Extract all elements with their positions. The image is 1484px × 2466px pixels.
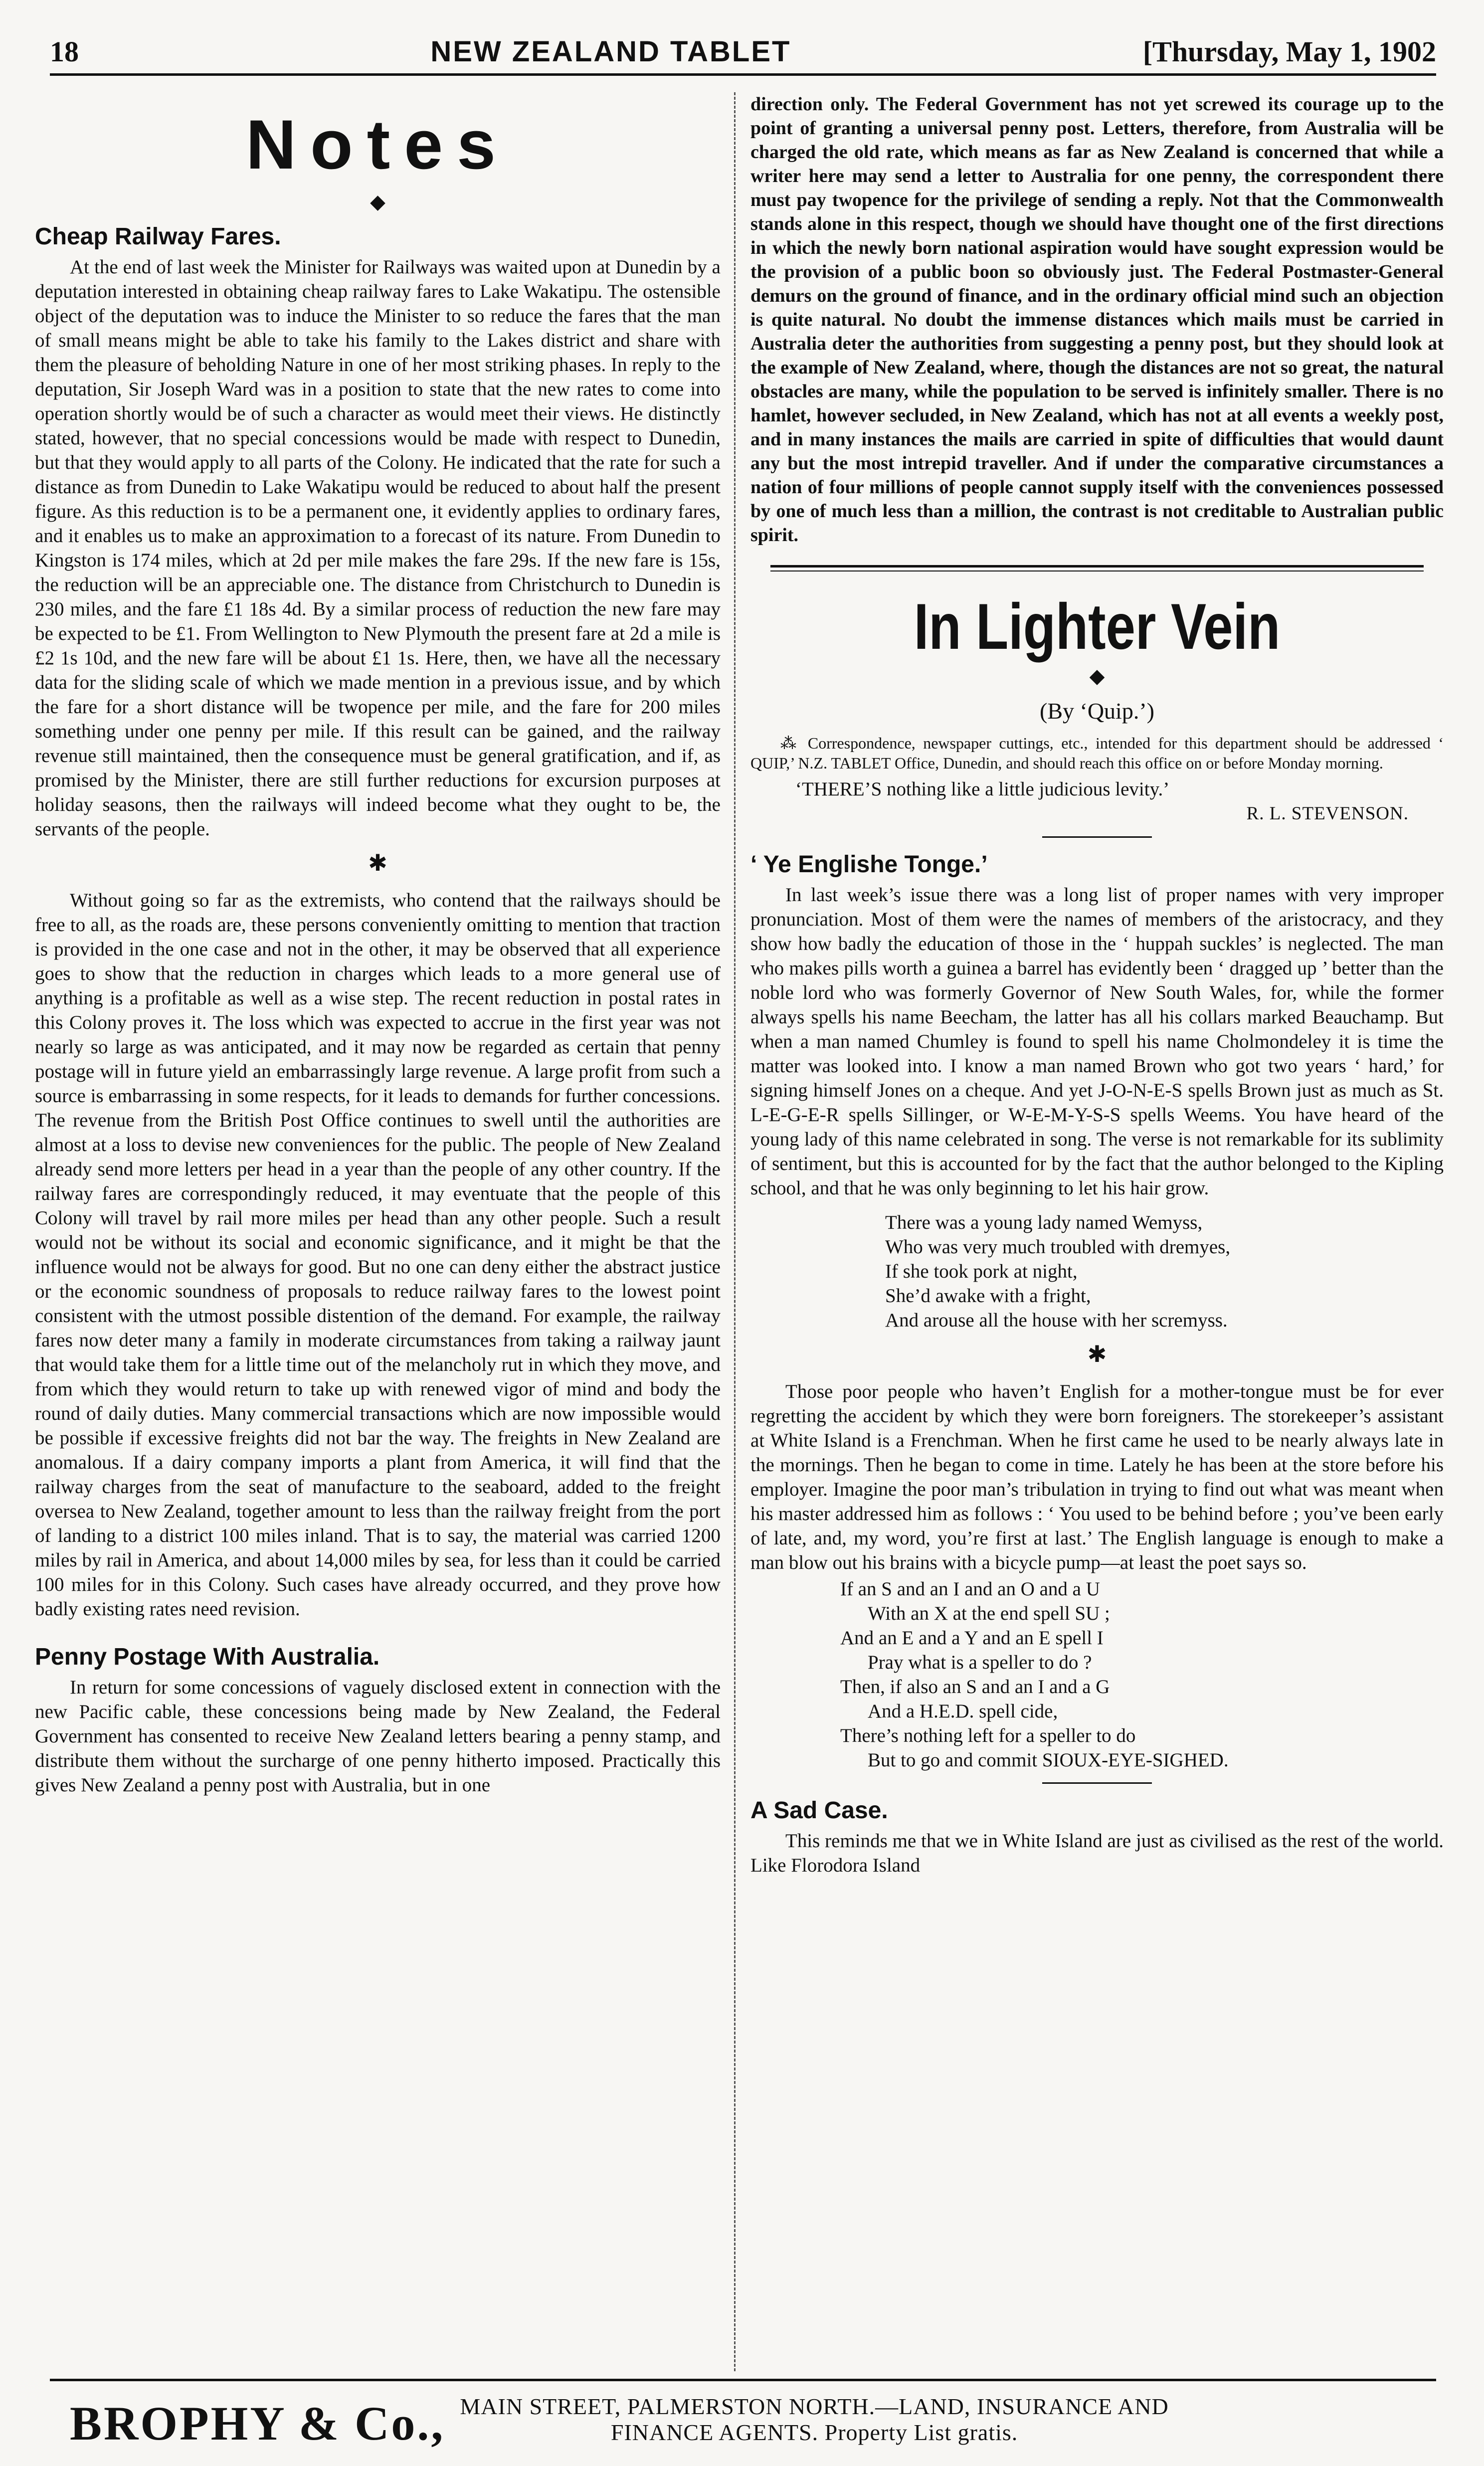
postage-continuation: direction only. The Federal Government has not yet screwed its courage up to the point of granting a universal penny post. Letters, therefore, from Australia will be charged the old rate, which means as far as New Zealand is concerned that while a writer here may send a letter to Australia for one penny, the correspondent there must pay twopence for the privilege of sending a reply. Not that the Commonwealth stands alone in this respect, though we should have thought one of the first directions in which the newly born national aspiration would have sought expression would be the provision of a public boon so obviously just. The Federal Postmaster-General demurs on the ground of finance, and in the ordinary official mind such an objection is quite natural. No doubt the immense distances which mails must be carried in Australia deter the authorities from suggesting a penny post, but they should look at the example of New Zealand, where, though the distances are not so great, the natural obstacles are many, while the population to be served is infinitely smaller. There is no hamlet, however secluded, in New Zealand, which has not at all events a weekly post, and in many instances the mails are carried in spite of difficulties that would daunt any but the most intrepid traveller. And if under the comparative circumstances a nation of four millions of people cannot supply itself with the conveniences possessed by one of much less than a million, the contrast is not creditable to Australian public spirit. (750, 94, 1444, 546)
diamond-ornament-icon: ◆ (370, 190, 385, 213)
left-column (35, 92, 721, 1797)
postage-paragraph: In return for some concessions of vaguely disclosed extent in connection with the new Pacific cable, these concessions being made by New Zealand, the Federal Government has consented to receive New Zealand letters bearing a penny stamp, and distribute them without the surcharge of one penny hitherto imposed. Practically this gives New Zealand a penny post with Australia, but in one (35, 1677, 721, 1796)
notes-title: Notes (246, 105, 510, 184)
verse-line: Then, if also an S and an I and a G (840, 1676, 1110, 1698)
railway-heading: Cheap Railway Fares. (35, 223, 281, 250)
lighter-vein-title: In Lighter Vein (914, 590, 1281, 663)
address-line: MAIN STREET, PALMERSTON NORTH.—LAND, INSURANCE AND (460, 2394, 1169, 2419)
verse-line: If she took pork at night, (885, 1261, 1078, 1282)
section-divider (770, 565, 1424, 571)
asterisk-separator-icon: ✱ (368, 850, 387, 876)
page-header (50, 21, 1436, 76)
short-rule (1042, 836, 1152, 838)
publication-title: NEW ZEALAND TABLET (430, 35, 791, 68)
verse-line: With an X at the end spell SU ; (868, 1603, 1110, 1624)
asterisk-separator-icon: ✱ (1087, 1341, 1107, 1367)
railway-paragraph-2: Without going so far as the extremists, who contend that the railways should be free to all, as the roads are, these persons conveniently omitting to mention that traction is provided in the one case and not in the other, it may be observed that all experience goes to show that the reduction in charges which leads to a more general use of anything is a profitable as well as a wise step. The recent reduction in postal rates in this Colony proves it. The loss which was expected to accrue in the first year was not nearly so large as was anticipated, and it may now be regarded as certain that penny postage will in future yield an embarrassingly large revenue. A large profit from such a source is embarrassing in some respects, for it leads to demands for further concessions. The revenue from the British Post Office continues to swell until the authorities are almost at a loss to devise new conveniences for the public. The people of New Zealand already send more letters per head in a year than the people of any other country. If the railway fares are correspondingly reduced, it may eventuate that the people of this Colony will travel by rail more miles per head than any other people. Such a result would not be without its social and economic significance, and it might be that the influence would not be always for good. But no one can deny either the abstract justice or the economic soundness of proposals to reduce railway fares to the lowest point consistent with the utmost possible distention of the demand. For example, the railway fares now deter many a family in moderate circumstances from taking a railway jaunt that would take them for a little time out of the melancholy rut in which they move, and from which they would return to take up with renewed vigor of mind and body the round of daily duties. Many commercial transactions which are now impossible would be possible if excessive freights did not bar the way. The freights in New Zealand are anomalous. If a dairy company imports a plant from America, it will find that the railway charges from the seat of manufacture to the seaboard, added to the freight oversea to New Zealand, together amount to less than the railway freight from the port of landing to a district 100 miles inland. That is to say, the material was carried 1200 miles by rail in America, and about 14,000 miles by sea, for less than it could be carried 100 miles for in this Colony. Such cases have already occurred, and they prove how badly existing rates need revision. (35, 890, 721, 1620)
diamond-ornament-icon: ◆ (1089, 665, 1105, 687)
wemyss-verse (885, 1210, 1444, 1332)
tonge-paragraph-2: Those poor people who haven’t English for a mother-tongue must be for ever regretting the accident by which they were born foreigners. The storekeeper’s assistant at White Island is a Frenchman. When he first came he used to be nearly always late in the mornings. Then he began to come in time. Lately he has been at the store before his employer. Imagine the poor man’s tribulation in trying to find out what was meant when his master addressed him as follows : ‘ You used to be behind before ; you’ve been early of late, and, my word, you’re first at last.’ The English language is enough to make a man blow out his brains with a bicycle pump—at least the poet says so. (750, 1381, 1444, 1573)
byline: (By ‘Quip.’) (1040, 698, 1154, 724)
railway-paragraph: At the end of last week the Minister for Railways was waited upon at Dunedin by a deputation interested in obtaining cheap railway fares to Lake Wakatipu. The ostensible object of the deputation was to induce the Minister to so reduce the fares that the man of small means might be able to take his family to the Lakes district and share with them the pleasure of beholding Nature in one of her most striking phases. In reply to the deputation, Sir Joseph Ward was in a position to state that the new rates to come into operation shortly would be of such a character as would meet their views. He distinctly stated, however, that no special concessions would be made with respect to Dunedin, but that they would apply to all parts of the Colony. He indicated that the rate for such a distance as from Dunedin to Lake Wakatipu would be reduced to about half the present figure. As this reduction is to be a permanent one, it evidently applies to ordinary fares, and it enables us to make an approximation to a forecast of its nature. From Dunedin to Kingston is 174 miles, which at 2d per mile makes the fare 29s. If the new fare is 15s, the reduction will be an appreciable one. The distance from Christchurch to Dunedin is 230 miles, and the fare £1 18s 4d. By a similar process of reduction the new fare may be expected to be £1. From Wellington to New Plymouth the present fare at 2d a mile is £2 1s 10d, and the new fare will be about £1 1s. Here, then, we have all the necessary data for the sliding scale of which we made mention in a previous issue, and by which the fare for a short distance will be twopence per mile, and the fare for 200 miles something under one penny per mile. If this result can be gained, and the railway revenue still maintained, then the consequence must be general gratification, and if, as promised by the Minister, there are still further reductions for excursion purposes at holiday seasons, then the railways will indeed become what they ought to be, the servants of the people. (35, 256, 721, 840)
address-line: FINANCE AGENTS. Property List gratis. (610, 2420, 1018, 2445)
tonge-heading: ‘ Ye Englishe Tonge.’ (750, 851, 988, 878)
page-number: 18 (50, 35, 79, 68)
verse-line: And a H.E.D. spell cide, (868, 1701, 1058, 1722)
verse-line: Pray what is a speller to do ? (868, 1652, 1092, 1673)
verse-line: She’d awake with a fright, (885, 1285, 1091, 1307)
advertiser-address (460, 2394, 1168, 2446)
epigraph: ‘THERE’S nothing like a little judicious levity.’ (795, 778, 1170, 800)
postage-continuation-block (750, 92, 1444, 547)
verse-line: Who was very much troubled with dremyes, (885, 1236, 1231, 1258)
issue-date: [Thursday, May 1, 1902 (1142, 35, 1436, 68)
verse-line: And arouse all the house with her scremyss. (885, 1310, 1228, 1331)
verse-line: But to go and commit SIOUX-EYE-SIGHED. (868, 1749, 1229, 1771)
verse-line: If an S and an I and an O and a U (840, 1578, 1100, 1600)
sad-case-heading: A Sad Case. (750, 1797, 888, 1824)
footer-rule (50, 2379, 1436, 2381)
verse-line: There’s nothing left for a speller to do (840, 1725, 1136, 1746)
verse-line: And an E and a Y and an E spell I (840, 1627, 1104, 1649)
right-column (750, 92, 1444, 1878)
epigraph-author: R. L. STEVENSON. (1246, 803, 1409, 824)
tonge-paragraph: In last week’s issue there was a long list of proper names with very improper pronunciation. Most of them were the names of members of the aristocracy, and they show how badly the education of those in the ‘ huppah suckles’ is neglected. The man who makes pills worth a guinea a barrel has evidently been ‘ dragged up ’ better than the noble lord who was formerly Governor of New South Wales, for, while the former always spells his name Beecham, the latter has all his collars marked Beauchamp. But when a man named Chumley is found to spell his name Cholmondeley it is time the matter was looked into. I know a man named Brown who got two years ‘ hard,’ for signing himself Jones on a cheque. And yet J-O-N-E-S spells Brown just as much as St. L-E-G-E-R spells Sillinger, or W-E-M-Y-S-S spells Weems. You have heard of the young lady of this name celebrated in song. The verse is not remarkable for its sublimity of sentiment, but this is accounted for by the fact that the author belonged to the Kipling school, and that he was only beginning to let his hair grow. (750, 884, 1444, 1199)
column-divider (734, 92, 736, 2371)
advertiser-brand: BROPHY & Co., (70, 2397, 445, 2450)
footer-advertisement (70, 2394, 1436, 2454)
postage-heading: Penny Postage With Australia. (35, 1644, 380, 1670)
sad-case-paragraph: This reminds me that we in White Island are just as civilised as the rest of the world. Like Florodora Island (750, 1830, 1444, 1876)
correspondence-notice: ⁂ Correspondence, newspaper cuttings, etc., intended for this department should be addressed ‘ QUIP,’ N.Z. TABLET Office, Dunedin, and should reach this office on or before Monday morning. (750, 734, 1444, 772)
verse-line: There was a young lady named Wemyss, (885, 1212, 1203, 1233)
speller-verse (840, 1577, 1444, 1772)
short-rule (1042, 1782, 1152, 1784)
